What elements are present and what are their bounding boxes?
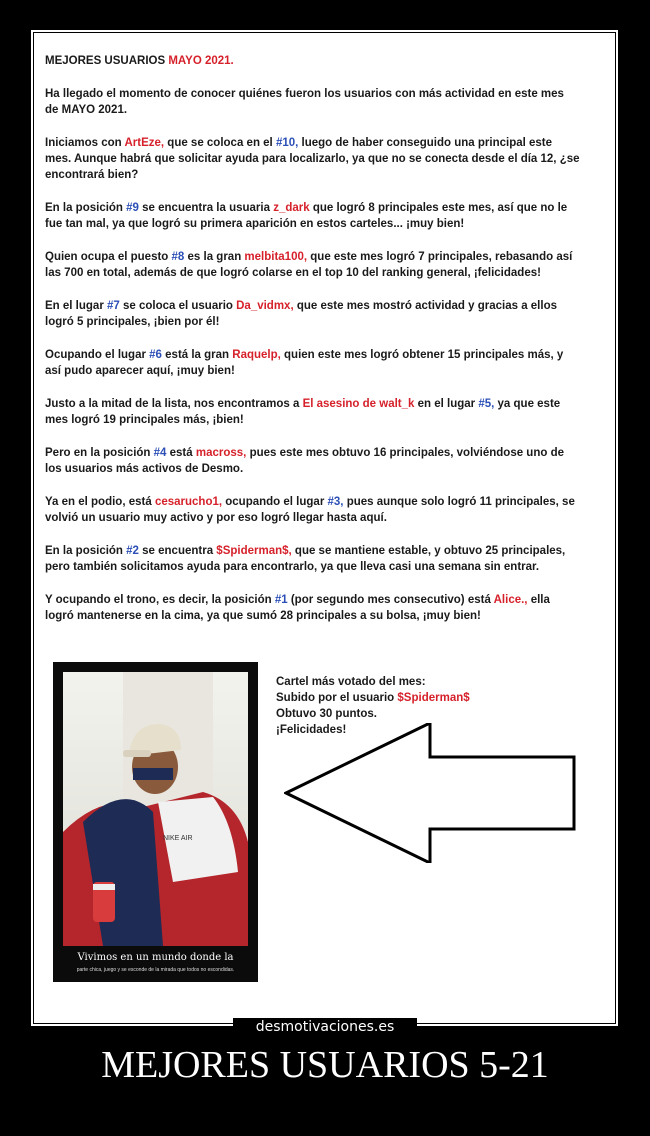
username-link[interactable]: melbita100,: [244, 251, 308, 263]
paragraph: En la posición #9 se encuentra la usuaria z_dark que logró 8 principales este mes, así que no le fue tan mal, ya que logró su primera aparición en estos carteles... ¡muy bien!: [45, 202, 568, 230]
left-arrow-icon: [284, 723, 579, 863]
rank-number: #8: [171, 251, 185, 263]
rank-number: #7: [107, 300, 120, 312]
paragraph: Ha llegado el momento de conocer quiénes fueron los usuarios con más actividad en este mes de MAYO 2021.: [45, 88, 564, 116]
article-title: MEJORES USUARIOS MAYO 2021.: [45, 55, 234, 67]
rank-number: #4: [153, 447, 167, 459]
rank-number: #3,: [327, 496, 344, 508]
paragraph: Pero en la posición #4 está macross, pues este mes obtuvo 16 principales, volviéndose uno de los usuarios más activos de Desmo.: [45, 447, 564, 475]
paragraph: Ocupando el lugar #6 está la gran Raquelp, quien este mes logró obtener 15 principales más, y así pudo aparecer aquí, ¡muy bien!: [45, 349, 564, 377]
paragraph: En la posición #2 se encuentra $Spiderman$, que se mantiene estable, y obtuvo 25 principales, pero también solicitamos ayuda para encontrarlo, ya que lleva casi una semana sin entrar.: [45, 545, 566, 573]
username-link[interactable]: z_dark: [273, 202, 310, 214]
note-line-2: Subido por el usuario $Spiderman$: [276, 692, 470, 704]
username-link[interactable]: Raquelp,: [232, 349, 281, 361]
paragraph: En el lugar #7 se coloca el usuario Da_vidmx, que este mes mostró actividad y gracias a ellos logró 5 principales, ¡bien por él!: [45, 300, 557, 328]
rank-number: #10,: [275, 137, 299, 149]
rank-number: #1: [274, 594, 288, 606]
username-link[interactable]: $Spiderman$,: [216, 545, 292, 557]
paragraph: Quien ocupa el puesto #8 es la gran melbita100, que este mes logró 7 principales, rebasando así las 700 en total, además de que logró colarse en el top 10 del ranking general, ¡felicidades!: [45, 251, 573, 279]
paragraph: Ya en el podio, está cesarucho1, ocupando el lugar #3, pues aunque solo logró 11 principales, se volvió un usuario muy activo y por eso logró llegar hasta aquí.: [45, 496, 575, 524]
brand-label[interactable]: desmotivaciones.es: [233, 1018, 417, 1036]
note-line-3: Obtuvo 30 puntos.: [276, 708, 377, 720]
paragraph-list: [45, 86, 580, 624]
article-body: [45, 53, 580, 641]
rank-number: #6: [149, 349, 162, 361]
footer-title: MEJORES USUARIOS 5-21: [101, 1044, 549, 1086]
paragraph: Justo a la mitad de la lista, nos encontramos a El asesino de walt_k en el lugar #5, ya que este mes logró 19 principales más, ¡bien!: [45, 398, 561, 426]
note-line-4: ¡Felicidades!: [276, 724, 347, 736]
paragraph: Y ocupando el trono, es decir, la posición #1 (por segundo mes consecutivo) está Alice., ella logró mantenerse en la cima, ya que sumó 28 principales a su bolsa, ¡muy bien!: [45, 594, 550, 622]
rank-number: #9: [126, 202, 139, 214]
username-link[interactable]: ArtEze,: [124, 137, 165, 149]
username-link[interactable]: cesarucho1,: [154, 496, 223, 508]
rank-number: #5,: [478, 398, 495, 410]
paragraph: Iniciamos con ArtEze, que se coloca en el #10, luego de haber conseguido una principal este mes. Aunque habrá que solicitar ayuda para localizarlo, ya que no se conecta desde el día 12, ¿se encontrará bien?: [45, 137, 580, 181]
poster-caption: Vivimos en un mundo donde la: [77, 952, 234, 963]
poster-photo: [63, 672, 248, 946]
username-link[interactable]: macross,: [195, 447, 247, 459]
rank-number: #2: [126, 545, 139, 557]
poster-subcaption: parte chica, juego y se esconde de la mirada que todos no escondidas.: [76, 967, 235, 973]
featured-poster[interactable]: [53, 662, 258, 982]
poster-paper: [34, 33, 615, 1023]
username-link[interactable]: El asesino de walt_k: [302, 398, 415, 410]
username-link[interactable]: Alice.,: [493, 594, 528, 606]
jacket-logo: NIKE AIR: [163, 835, 193, 842]
note-line-1: Cartel más votado del mes:: [276, 676, 426, 688]
note-user-link[interactable]: $Spiderman$: [397, 692, 470, 704]
username-link[interactable]: Da_vidmx,: [236, 300, 294, 312]
